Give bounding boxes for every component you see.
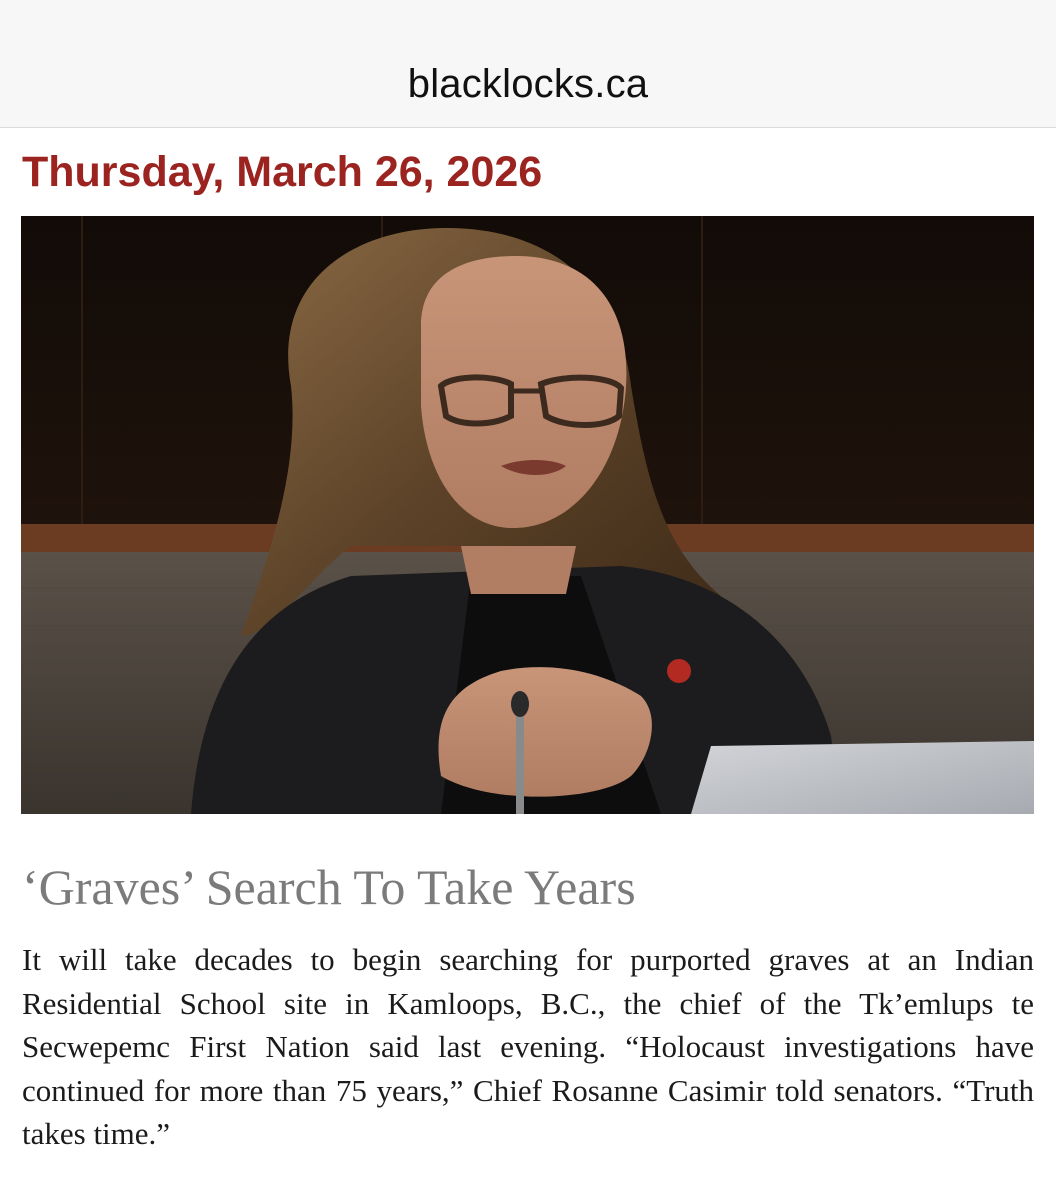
article-photo[interactable] <box>21 216 1034 814</box>
browser-address-bar[interactable] <box>0 0 1056 128</box>
article-headline[interactable]: ‘Graves’ Search To Take Years <box>22 859 636 915</box>
photo-illustration <box>21 216 1034 814</box>
site-domain[interactable]: blacklocks.ca <box>407 62 649 106</box>
article-date: Thursday, March 26, 2026 <box>22 148 543 196</box>
article-body: It will take decades to begin searching for purported graves at an Indian Residential School site in Kamloops, B.C., the chief of the Tk’emlups te Secwepemc First Nation said last evening. “Holocaust investigations have continued for more than 75 years,” Chief Rosanne Casimir told senators. “Truth takes time.” <box>22 942 1034 1151</box>
